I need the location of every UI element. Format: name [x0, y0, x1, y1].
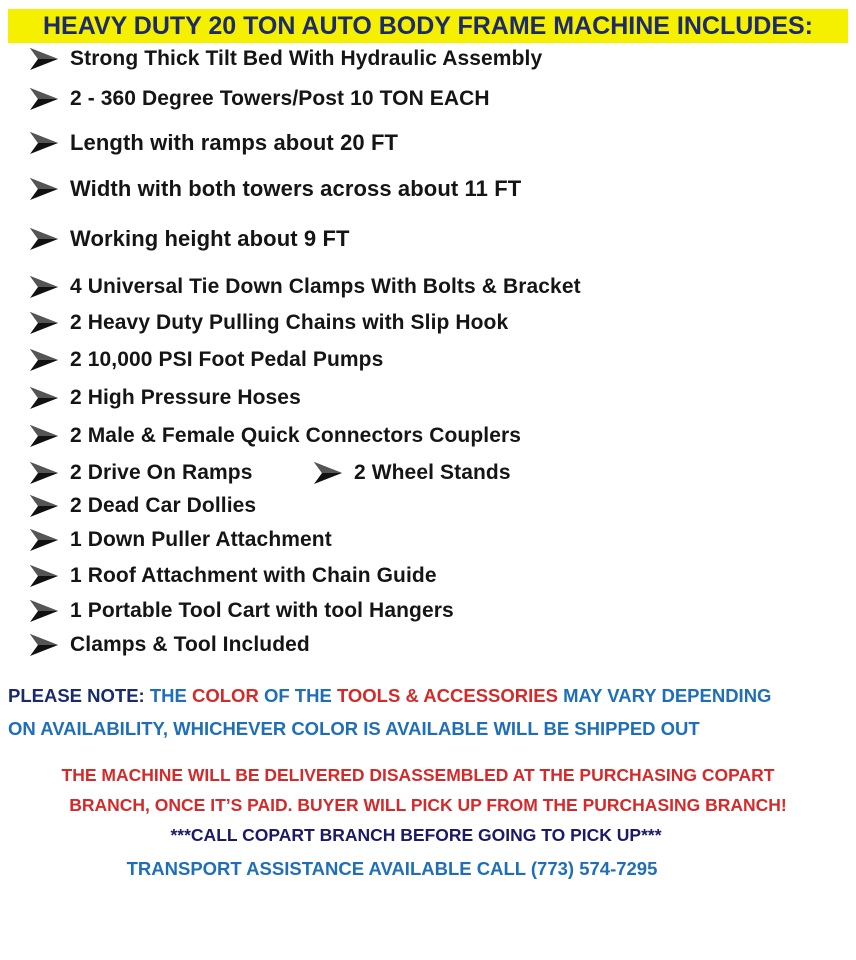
- item-label: 2 Dead Car Dollies: [70, 494, 257, 517]
- note-prefix: PLEASE NOTE:: [8, 685, 150, 706]
- item-label: 2 Wheel Stands: [354, 461, 511, 484]
- item-label: 2 Heavy Duty Pulling Chains with Slip Hook: [70, 311, 509, 334]
- arrow-bullet-icon: [28, 310, 60, 336]
- note-line-1: [8, 685, 771, 707]
- item-label: 2 10,000 PSI Foot Pedal Pumps: [70, 348, 384, 371]
- arrow-bullet-icon: [28, 598, 60, 624]
- list-item: [28, 525, 332, 555]
- note-text: MAY VARY DEPENDING: [563, 685, 772, 706]
- note-highlight: TOOLS & ACCESSORIES: [336, 685, 564, 706]
- item-label: Length with ramps about 20 FT: [70, 130, 399, 155]
- list-item: [28, 561, 437, 591]
- transport-notice: TRANSPORT ASSISTANCE AVAILABLE CALL (773) 574-7295: [126, 858, 658, 879]
- list-item: [28, 458, 253, 488]
- note-text: OF THE: [263, 685, 337, 706]
- arrow-bullet-icon: [28, 563, 60, 589]
- arrow-bullet-icon: [28, 226, 60, 252]
- list-item: [28, 345, 383, 375]
- item-label: Working height about 9 FT: [70, 226, 350, 251]
- arrow-bullet-icon: [28, 274, 60, 300]
- note-text: THE: [149, 685, 192, 706]
- arrow-bullet-icon: [28, 46, 60, 72]
- item-label: 2 Drive On Ramps: [70, 461, 253, 484]
- list-item: [28, 84, 490, 114]
- list-item: [28, 44, 542, 74]
- call-notice: ***CALL COPART BRANCH BEFORE GOING TO PICK UP***: [170, 825, 662, 845]
- arrow-bullet-icon: [28, 423, 60, 449]
- page-title: HEAVY DUTY 20 TON AUTO BODY FRAME MACHINE INCLUDES:: [8, 9, 848, 43]
- list-item: [28, 596, 454, 626]
- list-item: [28, 383, 301, 413]
- list-item: [28, 421, 521, 451]
- item-label: Strong Thick Tilt Bed With Hydraulic Assembly: [70, 47, 543, 70]
- arrow-bullet-icon: [28, 460, 60, 486]
- arrow-bullet-icon: [28, 130, 60, 156]
- delivery-line-1: THE MACHINE WILL BE DELIVERED DISASSEMBLED AT THE PURCHASING COPART: [61, 765, 775, 785]
- arrow-bullet-icon: [28, 632, 60, 658]
- note-line-2: ON AVAILABILITY, WHICHEVER COLOR IS AVAILABLE WILL BE SHIPPED OUT: [8, 718, 700, 739]
- list-item: [28, 630, 310, 660]
- arrow-bullet-icon: [28, 527, 60, 553]
- list-item: [28, 224, 350, 254]
- delivery-line-2: BRANCH, ONCE IT’S PAID. BUYER WILL PICK UP FROM THE PURCHASING BRANCH!: [69, 795, 787, 815]
- item-label: 4 Universal Tie Down Clamps With Bolts & Bracket: [70, 275, 581, 298]
- note-highlight: COLOR: [192, 685, 264, 706]
- arrow-bullet-icon: [28, 176, 60, 202]
- list-item: [28, 272, 581, 302]
- list-item: [28, 128, 398, 158]
- item-label: 1 Portable Tool Cart with tool Hangers: [70, 599, 454, 622]
- item-label: Width with both towers across about 11 FT: [70, 176, 522, 201]
- arrow-bullet-icon: [28, 493, 60, 519]
- item-label: 2 Male & Female Quick Connectors Couplers: [70, 424, 522, 447]
- list-item: [28, 308, 508, 338]
- list-item: [28, 174, 521, 204]
- item-label: 1 Roof Attachment with Chain Guide: [70, 564, 437, 587]
- arrow-bullet-icon: [28, 347, 60, 373]
- item-label: 2 - 360 Degree Towers/Post 10 TON EACH: [70, 87, 490, 110]
- item-label: 1 Down Puller Attachment: [70, 528, 332, 551]
- arrow-bullet-icon: [28, 385, 60, 411]
- list-item-extra: [312, 458, 511, 488]
- list-item: [28, 491, 256, 521]
- item-label: 2 High Pressure Hoses: [70, 386, 301, 409]
- arrow-bullet-icon: [312, 460, 344, 486]
- arrow-bullet-icon: [28, 86, 60, 112]
- item-label: Clamps & Tool Included: [70, 633, 310, 656]
